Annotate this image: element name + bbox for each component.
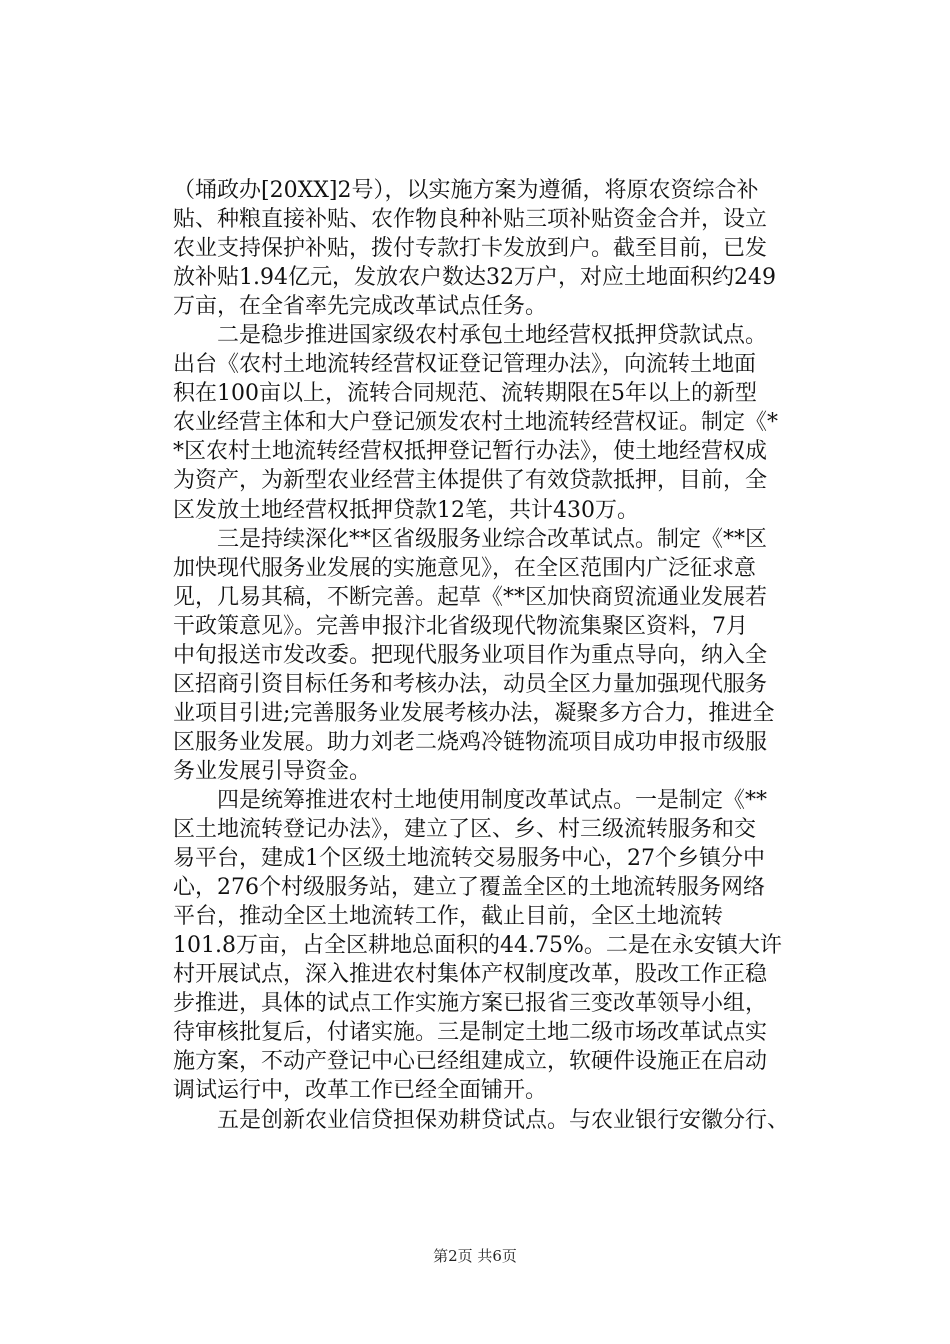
text-line: 易平台，建成1个区级土地流转交易服务中心，27个乡镇分中 [173, 846, 765, 872]
text-line: 贴、种粮直接补贴、农作物良种补贴三项补贴资金合并，设立 [173, 207, 768, 233]
text-line: 心，276个村级服务站，建立了覆盖全区的土地流转服务网络 [173, 875, 765, 901]
text-line: 调试运行中，改革工作已经全面铺开。 [173, 1078, 548, 1104]
text-line: 万亩，在全省率先完成改革试点任务。 [173, 294, 548, 320]
text-line: 平台，推动全区土地流转工作，截止目前，全区土地流转 [173, 904, 724, 930]
text-line: 中旬报送市发改委。把现代服务业项目作为重点导向，纳入全 [173, 642, 768, 668]
text-line: 区土地流转登记办法》，建立了区、乡、村三级流转服务和交 [173, 817, 757, 843]
text-line: 农业经营主体和大户登记颁发农村土地流转经营权证。制定《* [173, 410, 779, 436]
text-line: 放补贴1.94亿元，发放农户数达32万户，对应土地面积约249 [173, 265, 776, 291]
text-line: 四是统筹推进农村土地使用制度改革试点。一是制定《** [173, 787, 768, 813]
text-line: 区服务业发展。助力刘老二烧鸡冷链物流项目成功申报市级服 [173, 729, 768, 755]
text-line: 村开展试点，深入推进农村集体产权制度改革，股改工作正稳 [173, 962, 768, 988]
text-line: 区招商引资目标任务和考核办法，动员全区力量加强现代服务 [173, 671, 768, 697]
text-line: 待审核批复后，付诸实施。三是制定土地二级市场改革试点实 [173, 1020, 768, 1046]
text-line: 施方案，不动产登记中心已经组建成立，软硬件设施正在启动 [173, 1049, 768, 1075]
page-footer: 第2页 共6页 [433, 1247, 517, 1265]
text-line: 见，几易其稿，不断完善。起草《**区加快商贸流通业发展若 [173, 584, 768, 610]
text-line: 五是创新农业信贷担保劝耕贷试点。与农业银行安徽分行、 [173, 1107, 790, 1133]
text-line: 步推进，具体的试点工作实施方案已报省三变改革领导小组， [173, 991, 768, 1017]
text-line: 区发放土地经营权抵押贷款12笔，共计430万。 [173, 497, 639, 523]
text-line: 三是持续深化**区省级服务业综合改革试点。制定《**区 [173, 526, 768, 552]
text-line: 积在100亩以上，流转合同规范、流转期限在5年以上的新型 [173, 381, 757, 407]
text-line: 加快现代服务业发展的实施意见》，在全区范围内广泛征求意 [173, 555, 757, 581]
text-line: 出台《农村土地流转经营权证登记管理办法》，向流转土地面 [173, 352, 757, 378]
document-body [173, 176, 853, 1135]
text-line: 二是稳步推进国家级农村承包土地经营权抵押贷款试点。 [173, 323, 768, 349]
text-line: 业项目引进;完善服务业发展考核办法，凝聚多方合力，推进全 [173, 700, 775, 726]
text-line: 干政策意见》。完善申报汴北省级现代物流集聚区资料，7月 [173, 613, 748, 639]
text-line: （埇政办[20XX]2号），以实施方案为遵循，将原农资综合补 [173, 178, 759, 203]
text-line: *区农村土地流转经营权抵押登记暂行办法》，使土地经营权成 [173, 439, 768, 465]
text-line: 务业发展引导资金。 [173, 758, 372, 784]
text-line: 101.8万亩，占全区耕地总面积的44.75%。二是在永安镇大许 [173, 933, 782, 959]
text-line: 为资产，为新型农业经营主体提供了有效贷款抵押，目前，全 [173, 468, 768, 494]
text-line: 农业支持保护补贴，拨付专款打卡发放到户。截至目前，已发 [173, 236, 768, 262]
